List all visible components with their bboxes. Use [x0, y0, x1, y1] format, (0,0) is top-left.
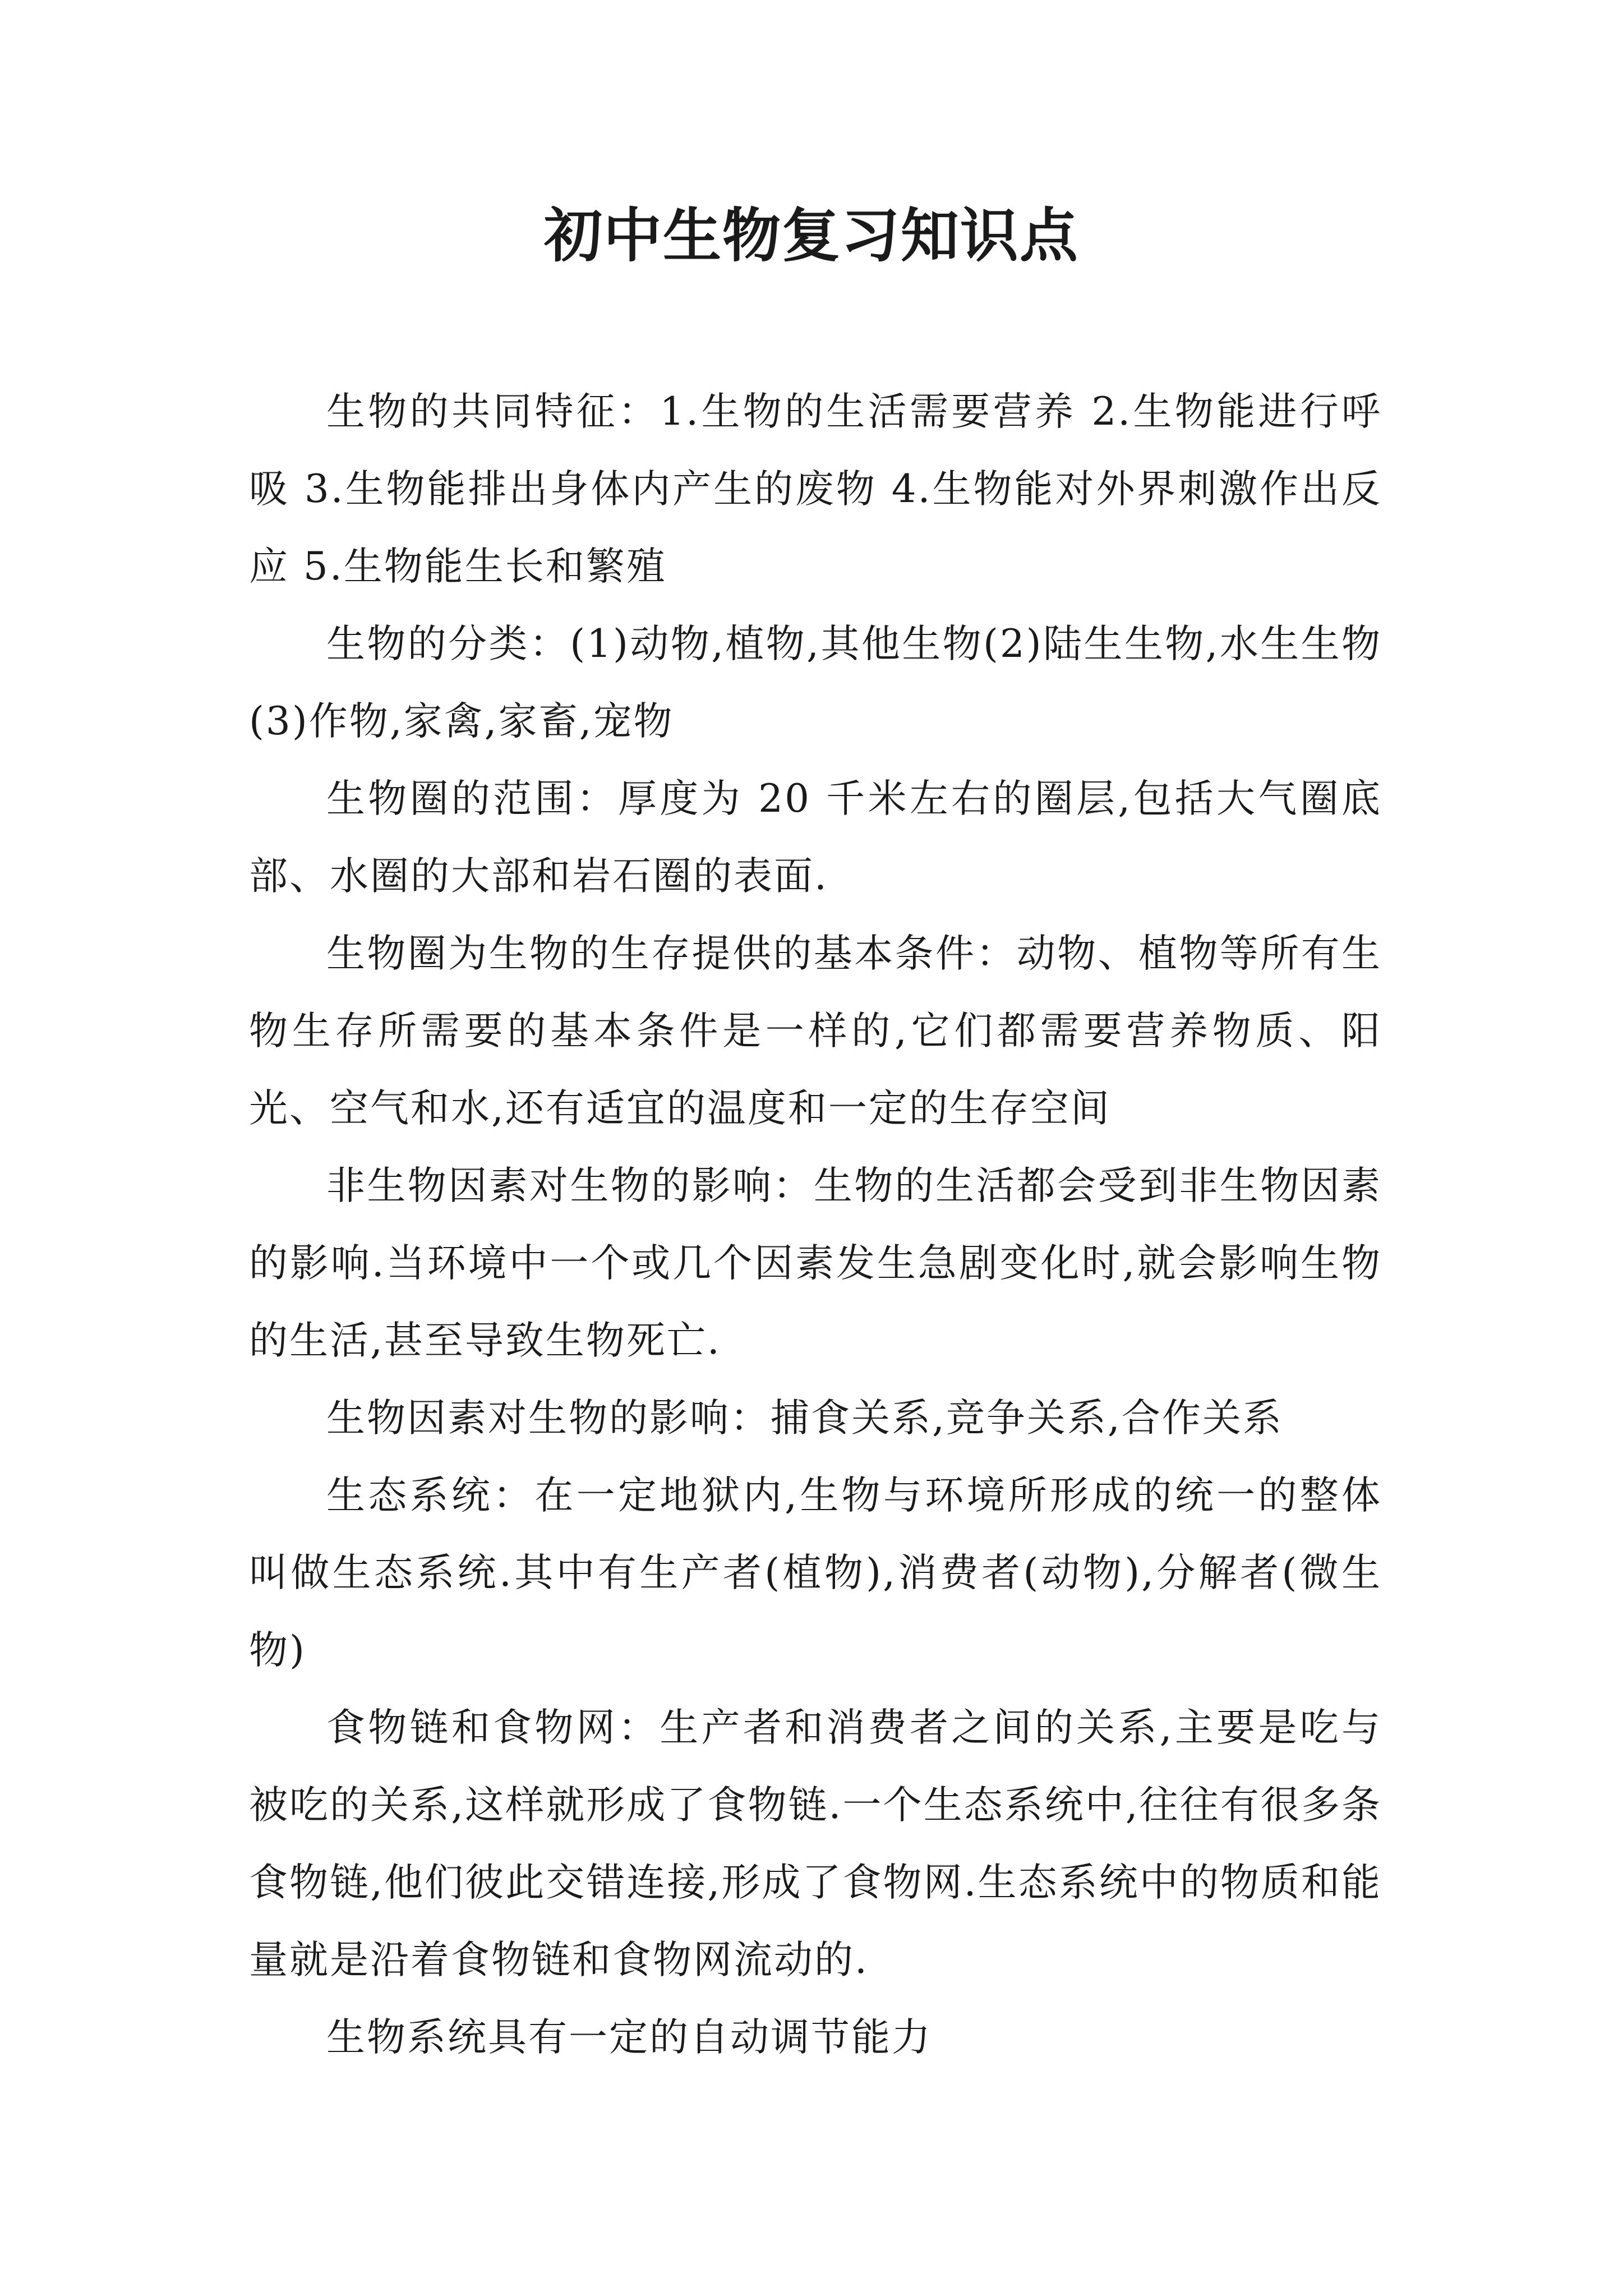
paragraph-common-features: 生物的共同特征：1.生物的生活需要营养 2.生物能进行呼吸 3.生物能排出身体内产生的废物 4.生物能对外界刺激作出反应 5.生物能生长和繁殖 — [249, 389, 1382, 589]
paragraph-classification: 生物的分类：(1)动物,植物,其他生物(2)陆生生物,水生生物(3)作物,家禽,家畜,宠物 — [249, 622, 1382, 744]
paragraph-basic-conditions: 生物圈为生物的生存提供的基本条件：动物、植物等所有生物生存所需要的基本条件是一样的,它们都需要营养物质、阳光、空气和水,还有适宜的温度和一定的生存空间 — [249, 931, 1382, 1131]
document-title: 初中生物复习知识点 — [543, 201, 1079, 270]
paragraph-biotic-factors: 生物因素对生物的影响：捕食关系,竞争关系,合作关系 — [326, 1396, 1283, 1441]
paragraph-biosphere-range: 生物圈的范围：厚度为 20 千米左右的圈层,包括大气圈底部、水圈的大部和岩石圈的表面. — [249, 776, 1382, 899]
document-body — [249, 373, 1382, 2076]
paragraph-ecosystem: 生态系统：在一定地狱内,生物与环境所形成的统一的整体叫做生态系统.其中有生产者(植物),消费者(动物),分解者(微生物) — [249, 1473, 1382, 1673]
paragraph-self-regulation: 生物系统具有一定的自动调节能力 — [326, 2015, 932, 2060]
paragraph-food-chain: 食物链和食物网：生产者和消费者之间的关系,主要是吃与被吃的关系,这样就形成了食物链.一个生态系统中,往往有很多条食物链,他们彼此交错连接,形成了食物网.生态系统中的物质和能量就是沿着食物链和食物网流动的. — [249, 1705, 1382, 1982]
paragraph-abiotic-factors: 非生物因素对生物的影响：生物的生活都会受到非生物因素的影响.当环境中一个或几个因素发生急剧变化时,就会影响生物的生活,甚至导致生物死亡. — [249, 1163, 1382, 1363]
